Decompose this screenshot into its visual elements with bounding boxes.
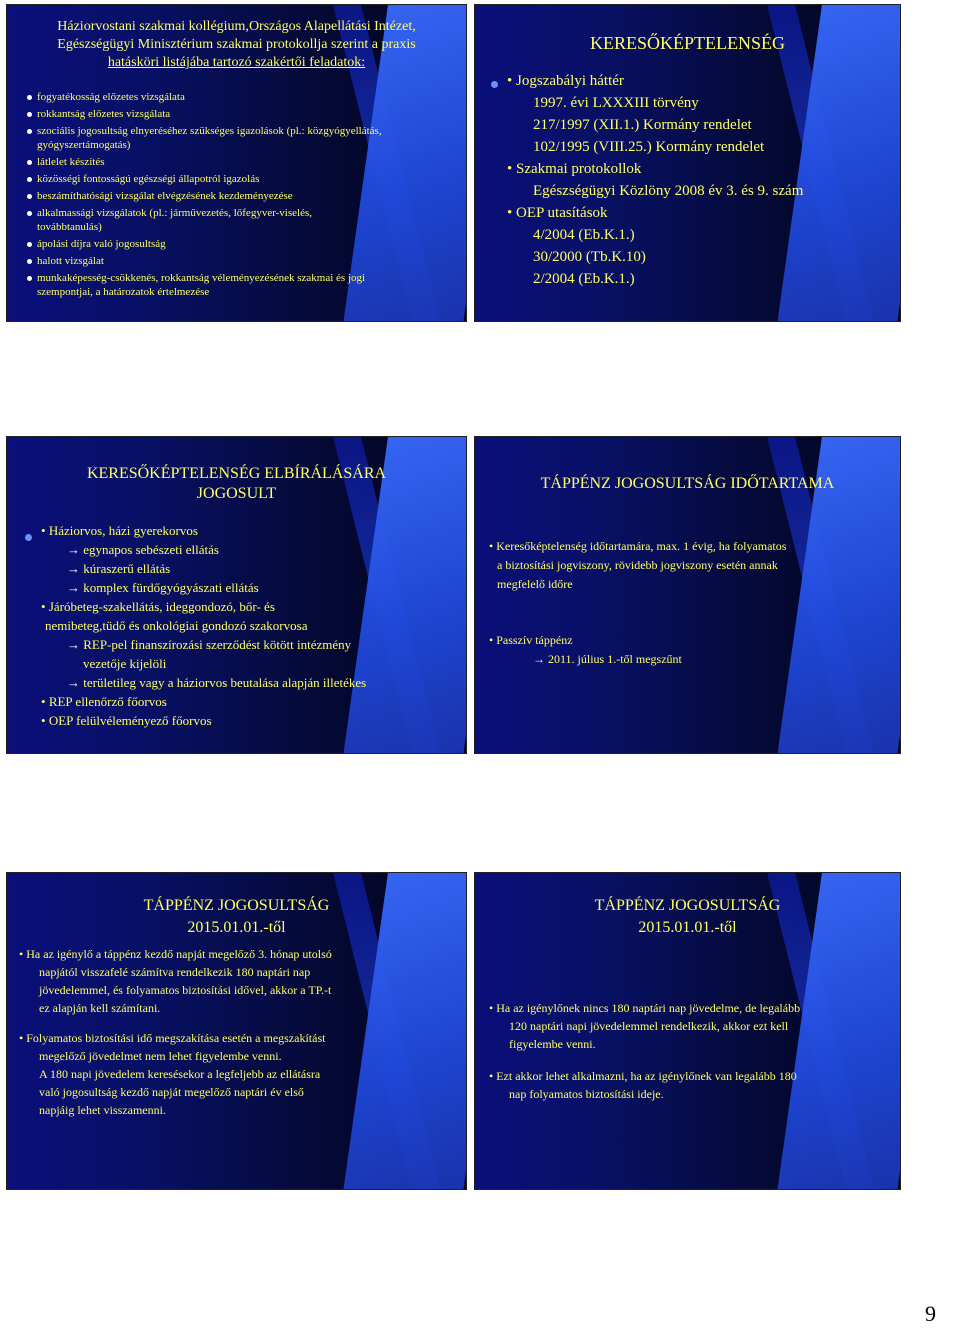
slide-2-line: • Jogszabályi háttér bbox=[507, 73, 624, 89]
slide-6-line: • Ezt akkor lehet alkalmazni, ha az igénylőnek van legalább 180 bbox=[489, 1069, 797, 1083]
slide-5-line: • Ha az igénylő a táppénz kezdő napját megelőző 3. hónap utolsó bbox=[19, 947, 332, 961]
slide-5-title-line-2: 2015.01.01.-től bbox=[187, 919, 286, 936]
slide-1-item: halott vizsgálat bbox=[27, 255, 104, 267]
slide-1-item: beszámíthatósági vizsgálat elvégzésének kezdeményezése bbox=[27, 190, 293, 202]
slide-3-title-line-2: JOGOSULT bbox=[196, 485, 277, 502]
slide-1-title-line-3: hatásköri listájába tartozó szakértői feladatok: bbox=[107, 55, 366, 70]
slide-3-bullet-icon bbox=[25, 534, 32, 541]
slide-2-bullet-icon bbox=[491, 81, 498, 88]
slide-3-line: • Járóbeteg-szakellátás, ideggondozó, bőr- és bbox=[41, 599, 275, 614]
slide-6 bbox=[474, 872, 901, 1190]
slide-3-line: • Háziorvos, házi gyerekorvos bbox=[41, 523, 198, 538]
slide-1 bbox=[6, 4, 467, 322]
slide-5-title-line-1: TÁPPÉNZ JOGOSULTSÁG bbox=[143, 897, 330, 914]
slide-5-line: napjáig lehet visszamenni. bbox=[39, 1103, 166, 1117]
slide-3-line: → komplex fürdőgyógyászati ellátás bbox=[67, 580, 259, 595]
slide-4-line: a biztosítási jogviszony, rövidebb jogviszony esetén annak bbox=[497, 558, 778, 572]
slide-6-title-line-1: TÁPPÉNZ JOGOSULTSÁG bbox=[594, 897, 781, 914]
slide-3-line: → REP-pel finanszírozási szerződést kötött intézmény bbox=[67, 637, 352, 652]
slide-4-line: → 2011. július 1.-től megszűnt bbox=[533, 652, 682, 666]
slide-2-line: • Szakmai protokollok bbox=[507, 161, 642, 177]
slide-1-item: fogyatékosság előzetes vizsgálata bbox=[27, 91, 185, 103]
slide-3-line: vezetője kijelöli bbox=[83, 656, 167, 671]
slide-3-line: → kúraszerű ellátás bbox=[67, 561, 171, 576]
slide-1-title-line-2: Egészségügyi Minisztérium szakmai protokollja szerint a praxis bbox=[57, 37, 416, 52]
slide-3-title-line-1: KERESŐKÉPTELENSÉG ELBÍRÁLÁSÁRA bbox=[86, 465, 387, 482]
slide-2-line: 30/2000 (Tb.K.10) bbox=[533, 249, 646, 265]
page-number: 9 bbox=[925, 1301, 936, 1326]
slide-2-line: 4/2004 (Eb.K.1.) bbox=[533, 227, 635, 243]
slide-2-line: 102/1995 (VIII.25.) Kormány rendelet bbox=[533, 139, 765, 155]
slide-2-line: 2/2004 (Eb.K.1.) bbox=[533, 271, 635, 287]
slide-1-title-line-1: Háziorvostani szakmai kollégium,Országos Alapellátási Intézet, bbox=[57, 19, 416, 34]
slide-6-line: nap folyamatos biztosítási ideje. bbox=[509, 1087, 664, 1101]
slide-4-title: TÁPPÉNZ JOGOSULTSÁG IDŐTARTAMA bbox=[540, 475, 835, 492]
slide-2-line: Egészségügyi Közlöny 2008 év 3. és 9. szám bbox=[533, 183, 804, 199]
slide-5-line: való jogosultság kezdő napját megelőző naptári év első bbox=[39, 1085, 304, 1099]
slide-2-line: 217/1997 (XII.1.) Kormány rendelet bbox=[533, 117, 752, 133]
slide-6-line: • Ha az igénylőnek nincs 180 naptári nap jövedelme, de legalább bbox=[489, 1001, 801, 1015]
slide-4-line: megfelelő időre bbox=[497, 577, 573, 591]
slide-2 bbox=[474, 4, 901, 322]
slide-5-line: napjától visszafelé számítva rendelkezik 180 naptári nap bbox=[39, 965, 311, 979]
slide-4 bbox=[474, 436, 901, 754]
slide-3-line: → területileg vagy a háziorvos beutalása alapján illetékes bbox=[67, 675, 367, 690]
slide-6-line: figyelembe venni. bbox=[509, 1037, 596, 1051]
slide-1-item: alkalmassági vizsgálatok (pl.: járművezetés, lőfegyver-viselés, bbox=[27, 207, 312, 219]
slide-1-item-cont: szempontjai, a határozatok értelmezése bbox=[37, 286, 210, 298]
slide-1-item: szociális jogosultság elnyeréséhez szükséges igazolások (pl.: közgyógyellátás, bbox=[27, 125, 382, 137]
slide-2-title: KERESŐKÉPTELENSÉG bbox=[590, 33, 785, 53]
slide-1-item-cont: gyógyszertámogatás) bbox=[37, 139, 131, 151]
slide-5-line: • Folyamatos biztosítási idő megszakítása esetén a megszakítást bbox=[19, 1031, 326, 1045]
slide-1-item: ápolási díjra való jogosultság bbox=[27, 238, 166, 250]
slide-3-line: → egynapos sebészeti ellátás bbox=[67, 542, 219, 557]
slide-6-title-line-2: 2015.01.01.-től bbox=[638, 919, 737, 936]
slide-5-line: megelőző jövedelmet nem lehet figyelembe venni. bbox=[39, 1049, 282, 1063]
slide-4-line: • Keresőképtelenség időtartamára, max. 1 évig, ha folyamatos bbox=[489, 539, 787, 553]
slide-4-line: • Passzív táppénz bbox=[489, 633, 573, 647]
slide-3-line: • REP ellenőrző főorvos bbox=[41, 694, 167, 709]
slide-1-item: látlelet készítés bbox=[27, 156, 105, 168]
slide-5 bbox=[6, 872, 467, 1190]
slide-3-line: nemibeteg,tüdő és onkológiai gondozó szakorvosa bbox=[45, 618, 308, 633]
slide-1-item: munkaképesség-csökkenés, rokkantság véleményezésének szakmai és jogi bbox=[27, 272, 365, 284]
slide-5-line: ez alapján kell számítani. bbox=[39, 1001, 161, 1015]
slide-6-line: 120 naptári napi jövedelemmel rendelkezik, akkor ezt kell bbox=[509, 1019, 789, 1033]
slide-1-item: rokkantság előzetes vizsgálata bbox=[27, 108, 170, 120]
slide-3 bbox=[6, 436, 467, 754]
slide-1-item-cont: továbbtanulás) bbox=[37, 221, 102, 233]
slide-1-item: közösségi fontosságú egészségi állapotról igazolás bbox=[27, 173, 259, 185]
slide-5-line: A 180 napi jövedelem keresésekor a legfeljebb az ellátásra bbox=[39, 1067, 321, 1081]
slide-2-line: • OEP utasítások bbox=[507, 205, 608, 221]
slide-2-line: 1997. évi LXXXIII törvény bbox=[533, 95, 699, 111]
slide-5-line: jövedelemmel, és folyamatos biztosítási idővel, akkor a TP.-t bbox=[39, 983, 332, 997]
slide-3-line: • OEP felülvéleményező főorvos bbox=[41, 713, 212, 728]
